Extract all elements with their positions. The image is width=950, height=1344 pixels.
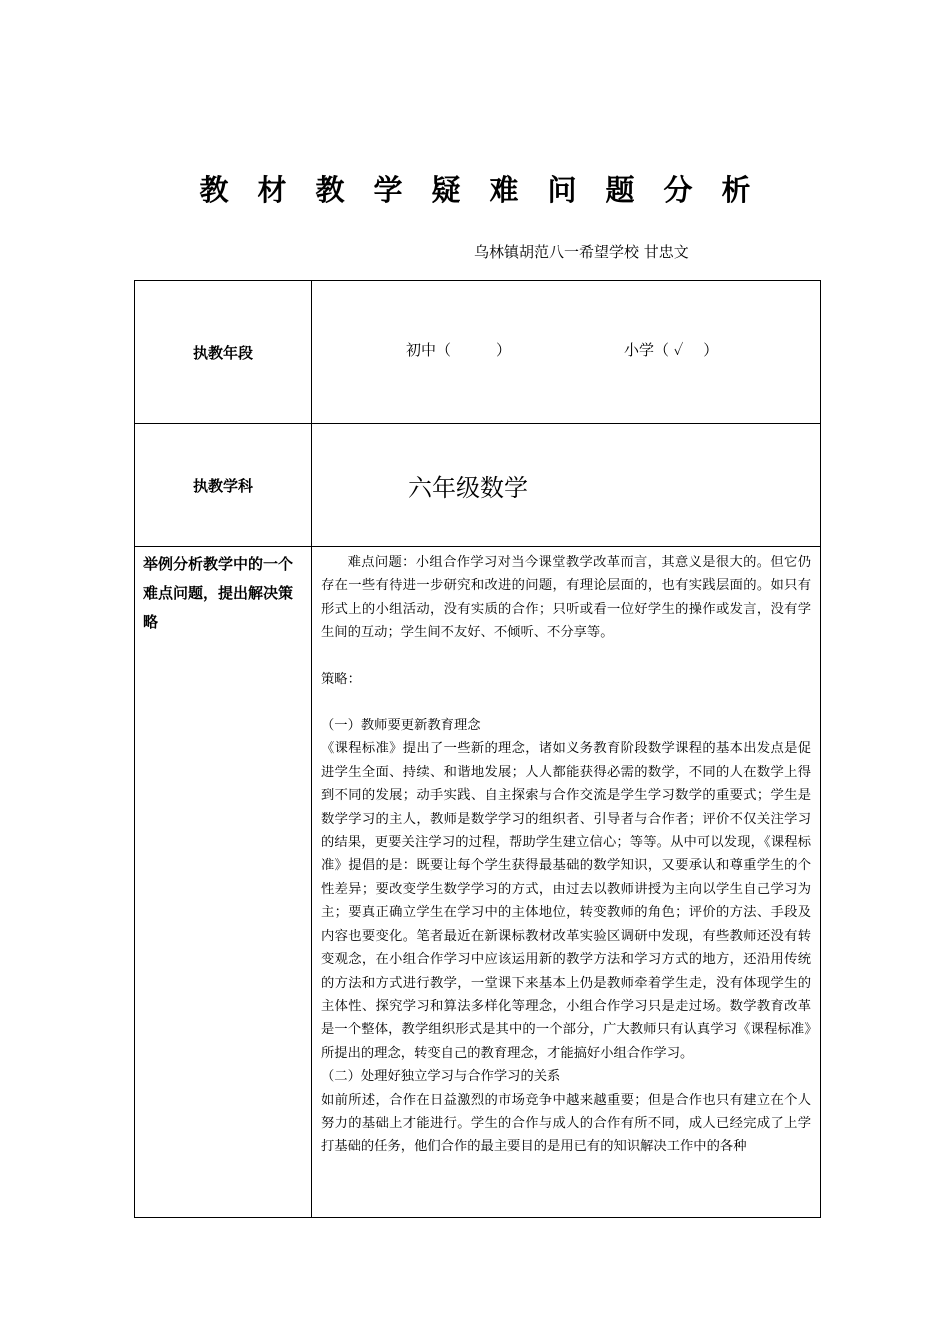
document-title: 教材教学疑难问题分析 [199, 173, 780, 207]
section-heading-1: （一）教师要更新教育理念 [321, 718, 481, 734]
spacer [321, 645, 811, 668]
strategy-label: 策略： [321, 671, 361, 687]
subject-row [135, 424, 821, 547]
grade-row [135, 281, 821, 424]
author-line: 乌林镇胡范八一希望学校 甘忠文 [474, 243, 689, 261]
analysis-content [312, 547, 821, 1218]
primary-option: 小学（ ✓ ） [624, 341, 719, 359]
analysis-label: 举例分析教学中的一个难点问题，提出解决策略 [135, 547, 312, 1218]
section-heading-2: （二）处理好独立学习与合作学习的关系 [321, 1069, 561, 1085]
analysis-table [134, 280, 821, 1218]
problem-paragraph: 难点问题：小组合作学习对当今课堂教学改革而言，其意义是很大的。但它仍存在一些有待进一步研究和改进的问题，有理论层面的，也有实践层面的。如只有形式上的小组活动，没有实质的合作；只听或看一位好学生的操作或发言，没有学生间的互动；学生间不友好、不倾听、不分享等。 [321, 555, 811, 641]
subject-label: 执教学科 [135, 424, 312, 547]
junior-option: 初中（ ） [406, 341, 512, 359]
grade-cell [312, 281, 821, 424]
spacer [321, 691, 811, 714]
grade-label: 执教年段 [135, 281, 312, 424]
strategy-paragraph-1: 《课程标准》提出了一些新的理念，诸如义务教育阶段数学课程的基本出发点是促进学生全面、持续、和谐地发展；人人都能获得必需的数学，不同的人在数学上得到不同的发展；动手实践、自主探索与合作交流是学生学习数学的重要式；学生是数学学习的主人，教师是数学学习的组织者、引导者与合作者；评价不仅关注学习的结果，更要关注学习的过程，帮助学生建立信心；等等。从中可以发现，《课程标准》提倡的是：既要让每个学生获得最基础的数学知识，又要承认和尊重学生的个性差异；要改变学生数学学习的方式，由过去以教师讲授为主向以学生自己学习为主；要真正确立学生在学习中的主体地位，转变教师的角色；评价的方法、手段及内容也要变化。笔者最近在新课标教材改革实验区调研中发现，有些教师还没有转变观念，在小组合作学习中应该运用新的教学方法和学习方式的地方，还沿用传统的方法和方式进行教学，一堂课下来基本上仍是教师牵着学生走，没有体现学生的主体性、探究学习和算法多样化等理念，小组合作学习只是走过场。数学教育改革是一个整体，教学组织形式是其中的一个部分，广大教师只有认真学习《课程标准》所提出的理念，转变自己的教育理念，才能搞好小组合作学习。 [321, 741, 811, 1061]
analysis-row [135, 547, 821, 1218]
strategy-paragraph-2: 如前所述，合作在日益激烈的市场竞争中越来越重要；但是合作也只有建立在个人努力的基础上才能进行。学生的合作与成人的合作有所不同，成人已经完成了上学打基础的任务，他们合作的最主要目的是用已有的知识解决工作中的各种 [321, 1092, 811, 1155]
subject-value: 六年级数学 [312, 424, 821, 547]
